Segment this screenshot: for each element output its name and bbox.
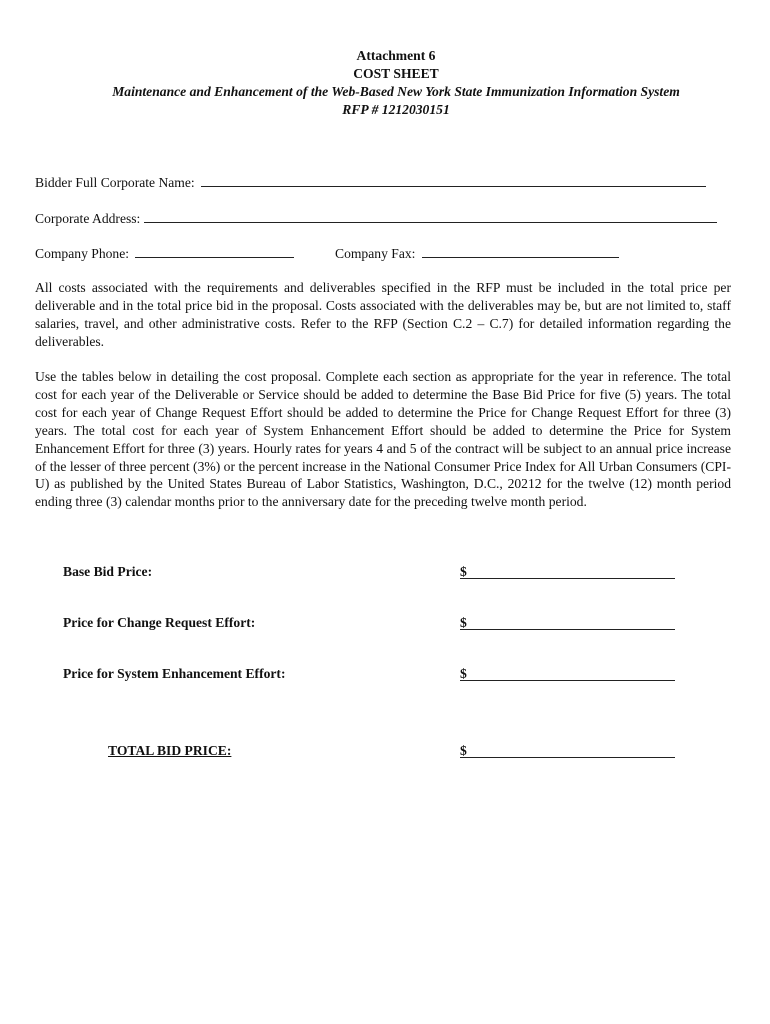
cost-inclusion-paragraph: All costs associated with the requirements and deliverables specified in the RFP must be included in the total price per deliverable and in the total price bid in the proposal. Costs associated with the deliverables may be, but are not limited to, staff salaries, travel, and other administrative costs. Refer to the RFP (Section C.2 – C.7) for detailed information regarding the deliverables.	[35, 280, 731, 349]
attachment-label: Attachment 6	[356, 48, 436, 63]
change-request-field[interactable]: $	[460, 614, 675, 630]
fax-label: Company Fax:	[335, 246, 416, 261]
bidder-name-row	[35, 172, 706, 192]
address-label: Corporate Address:	[35, 211, 141, 226]
total-bid-field[interactable]: $	[460, 742, 675, 758]
phone-field[interactable]	[135, 243, 294, 258]
phone-row	[35, 243, 294, 263]
bidder-name-label: Bidder Full Corporate Name:	[35, 175, 195, 190]
address-row	[35, 208, 717, 228]
total-bid-label: TOTAL BID PRICE:	[108, 743, 232, 758]
fax-row	[335, 243, 619, 263]
phone-label: Company Phone:	[35, 246, 130, 261]
change-request-label: Price for Change Request Effort:	[63, 615, 256, 630]
cost-instructions-paragraph: Use the tables below in detailing the cost proposal. Complete each section as appropriate for the year in reference. The total cost for each year of the Deliverable or Service should be added to determine the Base Bid Price for five (5) years. The total cost for each year of Change Request Effort should be added to determine the Price for Change Request Effort for three (3) years. The total cost for each year of System Enhancement Effort should be added to determine the Price for System Enhancement Effort for three (3) years. Hourly rates for years 4 and 5 of the contract will be subject to an annual price increase of the lesser of three percent (3%) or the percent increase in the National Consumer Price Index for All Urban Consumers (CPI-U) as published by the United States Bureau of Labor Statistics, Washington, D.C., 20212 for the twelve (12) month period ending three (3) calendar months prior to the anniversary date for the preceding twelve month period.	[35, 369, 731, 510]
document-header	[0, 47, 770, 119]
document-subtitle: Maintenance and Enhancement of the Web-Based New York State Immunization Information System	[112, 84, 680, 99]
rfp-number: RFP # 1212030151	[342, 102, 450, 117]
bidder-name-field[interactable]	[201, 172, 706, 187]
address-field[interactable]	[144, 208, 717, 223]
document-title: COST SHEET	[353, 66, 439, 81]
system-enhancement-label: Price for System Enhancement Effort:	[63, 666, 286, 681]
base-bid-field[interactable]: $	[460, 563, 675, 579]
fax-field[interactable]	[422, 243, 619, 258]
base-bid-label: Base Bid Price:	[63, 564, 153, 579]
system-enhancement-field[interactable]: $	[460, 665, 675, 681]
